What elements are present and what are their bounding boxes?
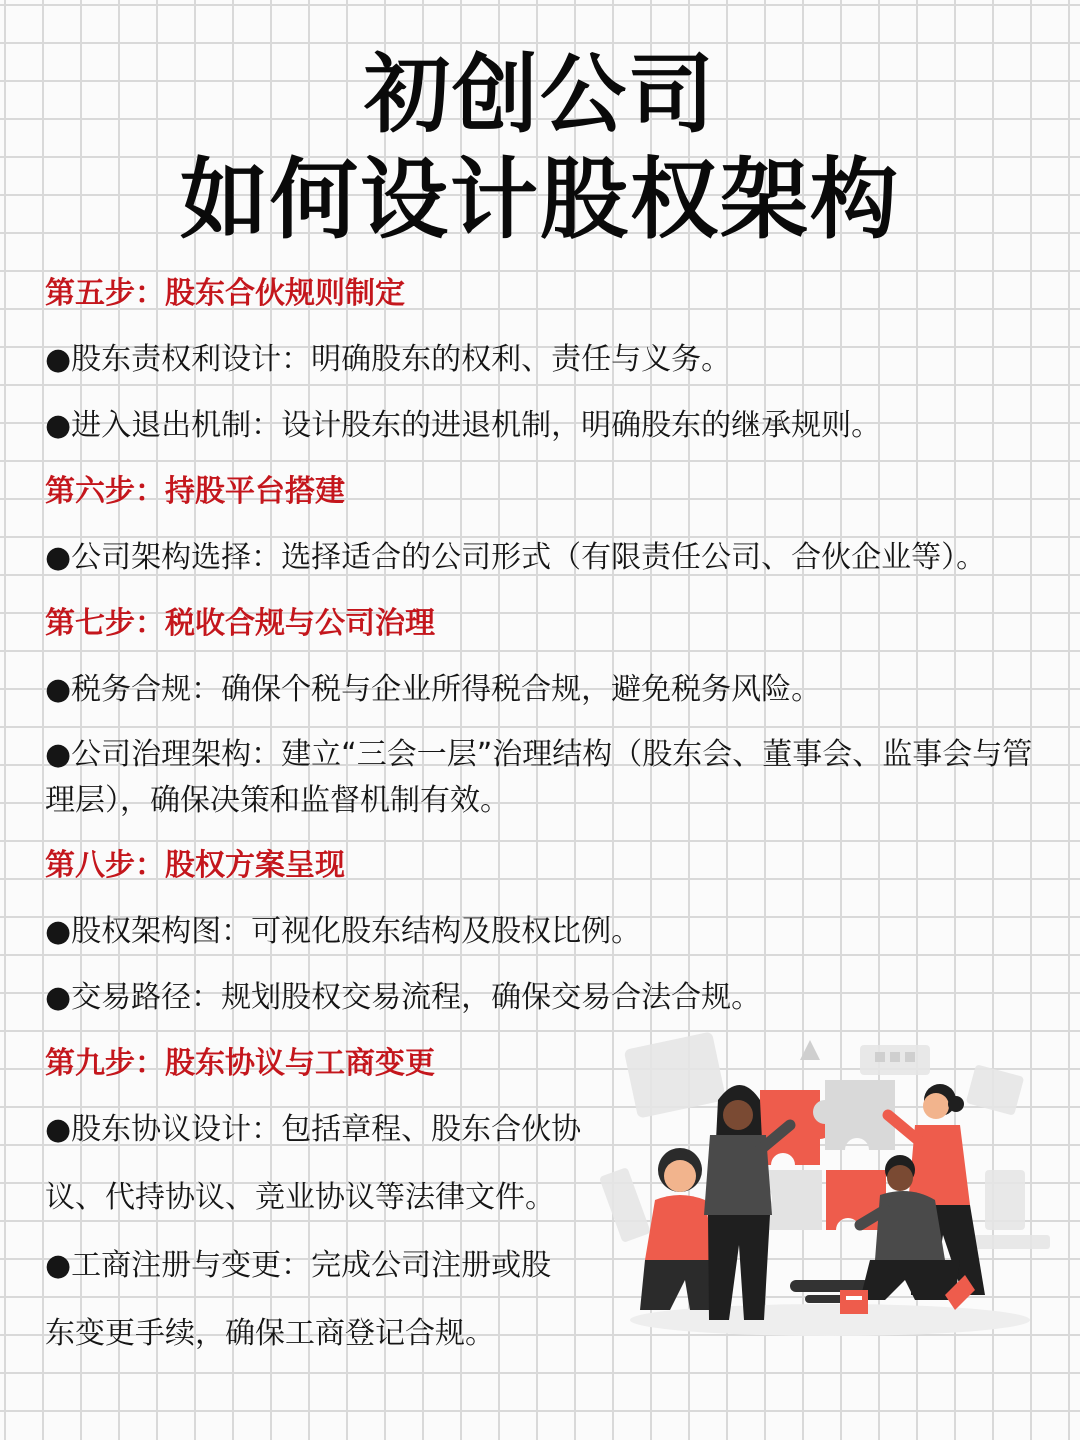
step-9-bullets xyxy=(45,1106,645,1358)
teamwork-puzzle-illustration xyxy=(600,1020,1060,1350)
step-8-heading: 第八步：股权方案呈现 xyxy=(45,848,345,883)
step-5-bullet-2: ●进入退出机制：设计股东的进退机制，明确股东的继承规则。 xyxy=(45,408,882,443)
step-5-bullet-1: ●股东责权利设计：明确股东的权利、责任与义务。 xyxy=(45,342,732,377)
step-9-bullet-1b: 议、代持协议、竞业协议等法律文件。 xyxy=(45,1180,555,1215)
step-5-heading: 第五步：股东合伙规则制定 xyxy=(45,276,405,311)
step-6-bullet-1: ●公司架构选择：选择适合的公司形式（有限责任公司、合伙企业等）。 xyxy=(45,540,987,575)
step-7-bullet-2: ●公司治理架构：建立“三会一层”治理结构（股东会、董事会、监事会与管理层），确保决策和监督机制有效。 xyxy=(45,737,1033,818)
step-9-heading: 第九步：股东协议与工商变更 xyxy=(45,1046,435,1081)
step-8-bullet-1: ●股权架构图：可视化股东结构及股权比例。 xyxy=(45,914,642,949)
page-title-line-2: 如何设计股权架构 xyxy=(179,148,900,251)
page-title-line-1: 初创公司 xyxy=(364,45,716,145)
step-7-heading: 第七步：税收合规与公司治理 xyxy=(45,606,435,641)
step-9-bullet-1a: ●股东协议设计：包括章程、股东合伙协 xyxy=(45,1112,582,1147)
step-9-bullet-2a: ●工商注册与变更：完成公司注册或股 xyxy=(45,1248,552,1283)
step-9-bullet-2b: 东变更手续，确保工商登记合规。 xyxy=(45,1316,495,1351)
step-8-bullet-2: ●交易路径：规划股权交易流程，确保交易合法合规。 xyxy=(45,980,762,1015)
step-6-heading: 第六步：持股平台搭建 xyxy=(45,474,345,509)
step-7-bullet-1: ●税务合规：确保个税与企业所得税合规，避免税务风险。 xyxy=(45,672,822,707)
